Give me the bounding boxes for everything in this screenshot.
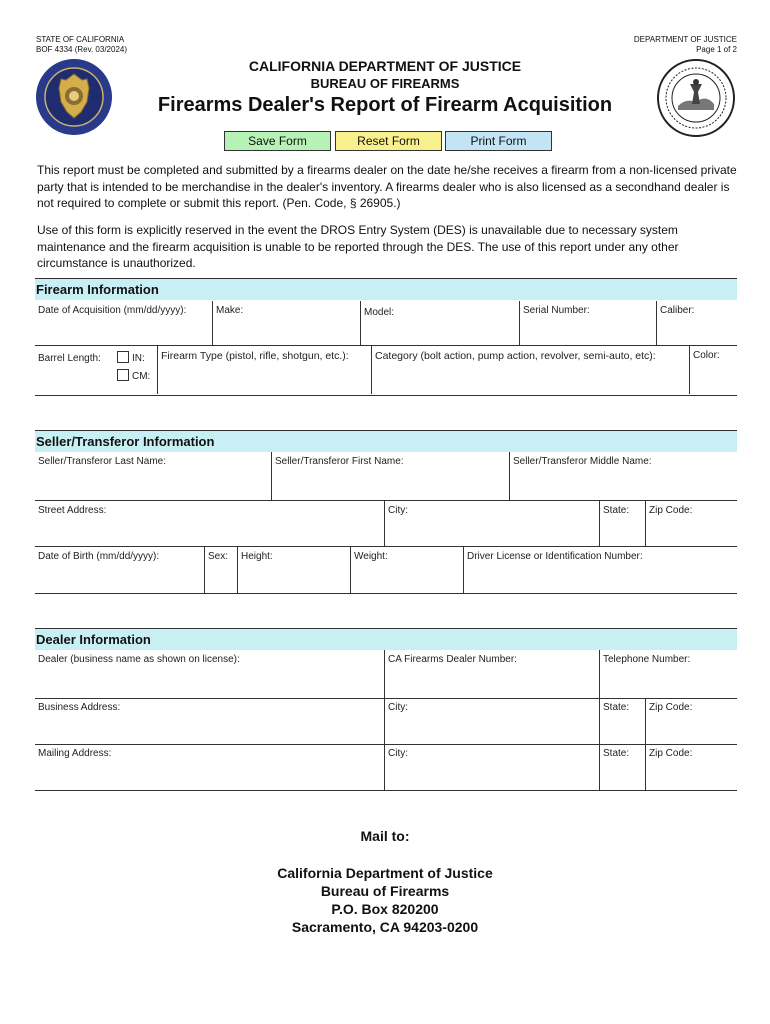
barrel-length-label: Barrel Length: [38,353,101,364]
intro-paragraph-1: This report must be completed and submitted by a firearms dealer on the date he/she receives a firearm from a non-licensed private party that is intended to be merchandise in the dealer's inventory. A firearms dealer who is also licensed as a secondhand dealer is not required to complete or submit this report. (Pen. Code, § 26905.) [37,163,737,210]
business-address-field[interactable] [35,698,384,744]
mailing-address-label: Mailing Address: [38,748,112,759]
department-label: DEPARTMENT OF JUSTICE [633,35,737,44]
seller-city-label: City: [388,505,408,516]
form-id: BOF 4334 (Rev. 03/2024) [36,45,128,54]
mailing-address-block [0,864,770,936]
seller-dl-number-label: Driver License or Identification Number: [467,551,643,562]
business-zip-code-label: Zip Code: [649,702,693,713]
form-header-right [634,35,737,55]
seller-middle-name-label: Seller/Transferor Middle Name: [513,456,652,467]
barrel-in-checkbox[interactable] [117,351,129,363]
seller-dl-number-field[interactable] [463,547,737,593]
seller-zip-code-field[interactable] [645,501,737,546]
seller-state-label: State: [603,505,630,516]
barrel-cm-checkbox[interactable] [117,369,129,381]
mailing-state-label: State: [603,748,630,759]
reset-form-button[interactable]: Reset Form [335,131,442,151]
seller-middle-name-field[interactable] [509,452,737,500]
date-of-acquisition-field[interactable] [35,301,212,345]
divider [35,395,737,396]
serial-number-label: Serial Number: [523,305,590,316]
print-form-button[interactable]: Print Form [445,131,552,151]
caliber-field[interactable] [656,301,737,345]
firearm-type-label: Firearm Type (pistol, rifle, shotgun, etc.): [161,350,349,362]
model-field[interactable] [360,301,519,345]
barrel-cm-option[interactable] [117,368,150,386]
save-form-button[interactable]: Save Form [224,131,331,151]
seller-sex-label: Sex: [208,551,229,562]
dealer-name-field[interactable] [35,650,384,698]
seller-weight-label: Weight: [354,551,388,562]
seller-city-field[interactable] [384,501,599,546]
business-city-field[interactable] [384,698,599,744]
category-field[interactable] [371,346,689,394]
page-title: Firearms Dealer's Report of Firearm Acquisition [157,94,613,116]
color-label: Color: [693,350,720,361]
seller-first-name-label: Seller/Transferor First Name: [275,456,404,467]
business-city-label: City: [388,702,408,713]
model-label: Model: [364,307,395,318]
mail-address-line-4: Sacramento, CA 94203-0200 [291,919,479,935]
dealer-number-field[interactable] [384,650,599,698]
mailing-state-field[interactable] [599,744,645,790]
business-zip-code-field[interactable] [645,698,737,744]
seller-weight-field[interactable] [350,547,463,593]
caliber-label: Caliber: [660,305,695,316]
seller-section-header: Seller/Transferor Information [35,430,737,452]
seller-last-name-field[interactable] [35,452,271,500]
mail-address-line-3: P.O. Box 820200 [331,901,439,917]
divider [35,593,737,594]
dealer-phone-label: Telephone Number: [603,654,691,665]
dealer-phone-field[interactable] [599,650,737,698]
seller-street-address-label: Street Address: [38,505,107,516]
seller-height-label: Height: [241,551,273,562]
seller-dob-label: Date of Birth (mm/dd/yyyy): [38,551,160,562]
business-state-label: State: [603,702,630,713]
firearm-type-field[interactable] [157,346,371,394]
seller-dob-field[interactable] [35,547,204,593]
form-header-left [36,35,127,55]
seller-last-name-label: Seller/Transferor Last Name: [38,456,167,467]
seller-first-name-field[interactable] [271,452,509,500]
seller-height-field[interactable] [237,547,350,593]
barrel-in-label: IN: [132,353,145,364]
firearm-section-header: Firearm Information [35,278,737,300]
serial-number-field[interactable] [519,301,656,345]
make-field[interactable] [212,301,360,345]
agency-heading [0,58,770,93]
date-of-acquisition-label: Date of Acquisition (mm/dd/yyyy): [38,305,187,316]
mail-to-heading: Mail to: [360,828,410,844]
page-number: Page 1 of 2 [696,45,737,54]
mailing-address-field[interactable] [35,744,384,790]
barrel-in-option[interactable] [117,350,145,368]
seller-street-address-field[interactable] [35,501,384,546]
state-label: STATE OF CALIFORNIA [36,35,125,44]
mailing-zip-code-field[interactable] [645,744,737,790]
agency-name: CALIFORNIA DEPARTMENT OF JUSTICE [248,58,522,74]
barrel-cm-label: CM: [132,371,151,382]
seller-zip-code-label: Zip Code: [649,505,693,516]
dealer-name-label: Dealer (business name as shown on license): [38,654,240,665]
seller-sex-field[interactable] [204,547,237,593]
mailing-city-label: City: [388,748,408,759]
mailing-zip-code-label: Zip Code: [649,748,693,759]
dealer-section-header: Dealer Information [35,628,737,650]
dealer-number-label: CA Firearms Dealer Number: [388,654,517,665]
intro-paragraph-2: Use of this form is explicitly reserved in the event the DROS Entry System (DES) is unavailable due to necessary system maintenance and the firearm acquisition is unable to be reported through the DES. The use of this report under any other circumstance is unauthorized. [37,223,679,270]
bureau-name: BUREAU OF FIREARMS [310,76,460,91]
business-address-label: Business Address: [38,702,121,713]
divider [35,790,737,791]
color-field[interactable] [689,346,737,394]
make-label: Make: [216,305,244,316]
mail-address-line-2: Bureau of Firearms [320,883,450,899]
mailing-city-field[interactable] [384,744,599,790]
seller-state-field[interactable] [599,501,645,546]
barrel-length-field [35,346,155,394]
category-label: Category (bolt action, pump action, revolver, semi-auto, etc): [375,350,656,362]
business-state-field[interactable] [599,698,645,744]
mail-address-line-1: California Department of Justice [277,865,493,881]
